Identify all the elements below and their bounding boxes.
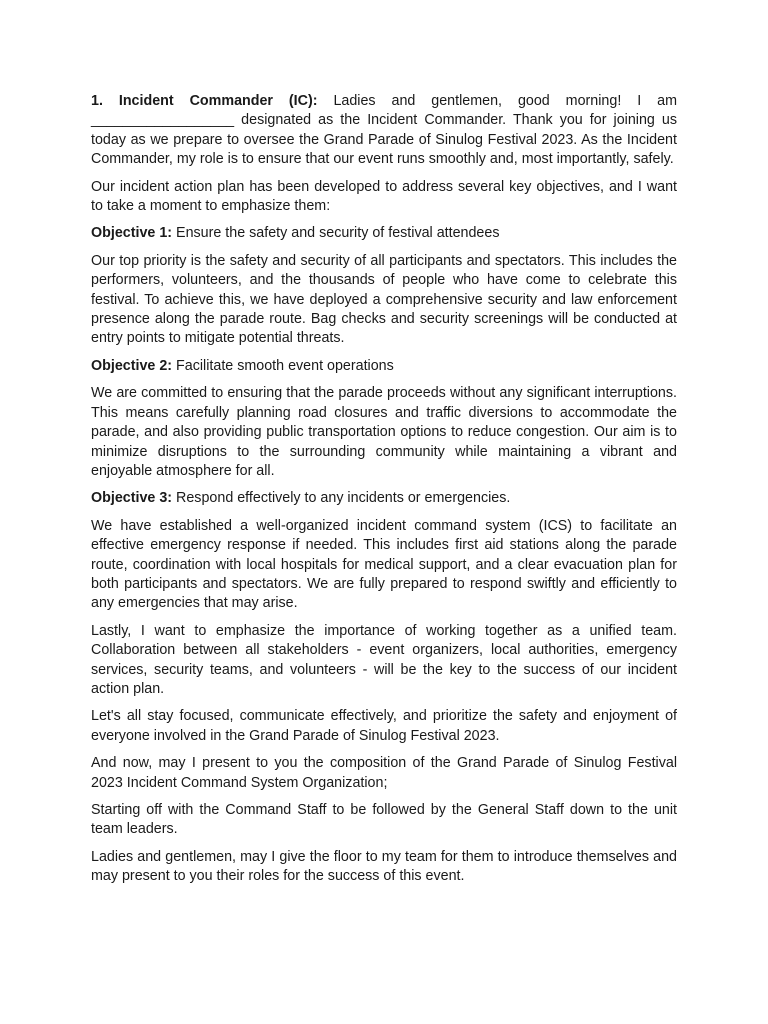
objective-1-title: Ensure the safety and security of festival attendees (172, 225, 500, 242)
intro-heading: 1. Incident Commander (IC): (91, 93, 318, 109)
floor-paragraph: Ladies and gentlemen, may I give the floor to my team for them to introduce themselves and may present to you their roles for the success of this event. (91, 848, 677, 885)
objective-3-title: Respond effectively to any incidents or emergencies. (172, 490, 511, 507)
objective-1-body: Our top priority is the safety and security of all participants and spectators. This includes the performers, volunteers, and the thousands of people who have come to celebrate this festival. To achieve this, we have deployed a comprehensive security and law enforcement presence along the parade route. Bag checks and security screenings will be conducted at entry points to mitigate potential threats. (91, 252, 677, 347)
objective-2-title: Facilitate smooth event operations (172, 357, 394, 374)
objective-2-label: Objective 2: (91, 357, 173, 374)
objective-3-label: Objective 3: (91, 490, 173, 507)
objective-1-label: Objective 1: (91, 225, 173, 242)
intro-text: Ladies and gentlemen, good morning! I am __________________ designated as the Incident Commander. Thank you for joining us today as we prepare to oversee the Grand Parade of Sinulog Festival 2023. As the Incident Commander, my role is to ensure that our event runs smoothly and, most importantly, safely. (91, 93, 677, 168)
teamwork-paragraph: Lastly, I want to emphasize the importance of working together as a unified team. Collaboration between all stakeholders - event organizers, local authorities, emergency services, security teams, and volunteers - will be the key to the success of our incident action plan. (91, 622, 677, 697)
objective-3-heading (91, 489, 677, 508)
objective-2-heading (91, 357, 677, 376)
objective-1-heading (91, 224, 677, 243)
intro-paragraph (91, 92, 677, 170)
objective-3-body: We have established a well-organized incident command system (ICS) to facilitate an effective emergency response if needed. This includes first aid stations along the parade route, coordination with local hospitals for medical support, and a clear evacuation plan for both participants and spectators. We are fully prepared to respond swiftly and efficiently to any emergencies that may arise. (91, 517, 677, 612)
staff-paragraph: Starting off with the Command Staff to be followed by the General Staff down to the unit team leaders. (91, 802, 677, 838)
document-page (91, 92, 677, 895)
composition-paragraph: And now, may I present to you the composition of the Grand Parade of Sinulog Festival 2023 Incident Command System Organization; (91, 755, 677, 791)
focus-paragraph: Let's all stay focused, communicate effectively, and prioritize the safety and enjoyment of everyone involved in the Grand Parade of Sinulog Festival 2023. (91, 708, 677, 744)
objective-2-body: We are committed to ensuring that the parade proceeds without any significant interruptions. This means carefully planning road closures and traffic diversions to accommodate the parade, and also providing public transportation options to reduce congestion. Our aim is to minimize disruptions to the surrounding community while maintaining a vibrant and enjoyable atmosphere for all. (91, 385, 677, 479)
action-plan-intro: Our incident action plan has been developed to address several key objectives, and I want to take a moment to emphasize them: (91, 178, 677, 215)
